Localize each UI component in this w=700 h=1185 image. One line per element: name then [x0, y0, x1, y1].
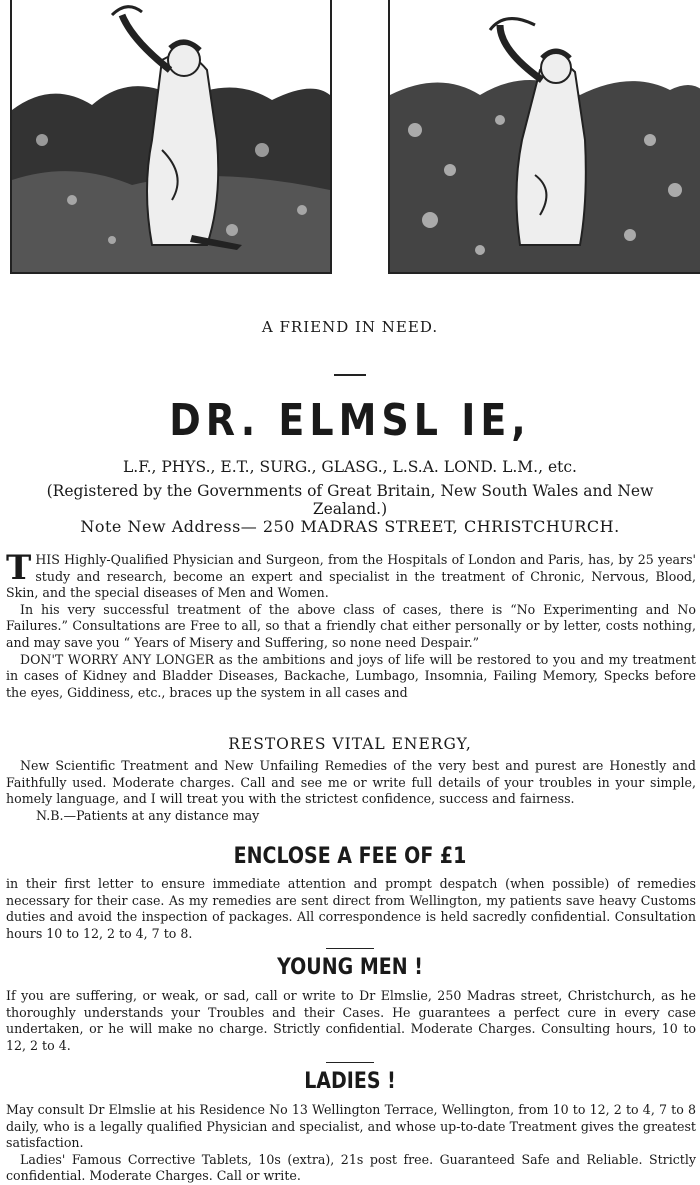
dont-worry-paragraph: DON'T WORRY ANY LONGER as the ambitions and joys of life will be restored to you and my treatment in cases of Kidney and Bladder Diseases, Backache, Lumbago, Insomnia, Failing Memory, Specks before the eyes, Giddiness, etc., braces up the system in all cases and: [6, 651, 696, 700]
divider-rule: [326, 1062, 374, 1063]
divider-rule: [334, 374, 366, 376]
nb-line: N.B.—Patients at any distance may: [36, 807, 260, 823]
subtitle: A FRIEND IN NEED.: [261, 318, 439, 336]
registration-note: (Registered by the Governments of Great Britain, New South Wales and New Zealand.): [46, 482, 654, 518]
restores-heading: RESTORES VITAL ENERGY,: [228, 735, 472, 753]
divider-rule: [326, 948, 374, 949]
engraving-illustration-left: [12, 0, 330, 272]
illustration-right: [388, 0, 700, 274]
address: Note New Address— 250 MADRAS STREET, CHRISTCHURCH.: [80, 517, 620, 536]
doctor-name: DR. ELMSL IE,: [169, 394, 531, 446]
remedies-block: [6, 758, 696, 824]
intro-paragraph: [6, 548, 696, 602]
young-men-paragraph: If you are suffering, or weak, or sad, call or write to Dr Elmslie, 250 Madras street, Christchurch, as he thoroughly understands your Troubles and their Cases. He guarantees a perfect cure in every case undertaken, or he will make no charge. Strictly confidential. Moderate Charges. Consulting hours, 10 to 12, 2 to 4.: [6, 988, 696, 1053]
illustration-left: [10, 0, 332, 274]
remedies-paragraph: New Scientific Treatment and New Unfailing Remedies of the very best and purest are Honestly and Faithfully used. Moderate charges. Call and see me or write full details of your troubles in your simple, homely language, and I will treat you with the strictest confidence, success and fairness.: [6, 758, 696, 807]
ladies-paragraph: May consult Dr Elmslie at his Residence No 13 Wellington Terrace, Wellington, from 10 to 12, 2 to 4, 7 to 8 daily, who is a legally qualified Physician and specialist, and whose up-to-date Treatment gives the greatest satisfaction.: [6, 1102, 696, 1151]
intro-block: [6, 548, 696, 701]
ladies-block: [6, 1102, 696, 1185]
drop-cap: T: [6, 548, 32, 588]
qualifications: L.F., PHYS., E.T., SURG., GLASG., L.S.A. LOND. L.M., etc.: [123, 458, 577, 476]
young-men-heading: YOUNG MEN !: [277, 954, 423, 980]
young-men-block: [6, 988, 696, 1054]
enclose-block: [6, 876, 696, 942]
experience-paragraph: In his very successful treatment of the above class of cases, there is “No Experimenting and No Failures.” Consultations are Free to all, so that a friendly chat either personally or by letter, costs nothing, and may save you “ Years of Misery and Suffering, so none need Despair.”: [6, 601, 696, 650]
ladies-heading: LADIES !: [304, 1068, 396, 1094]
enclose-heading: ENCLOSE A FEE OF £1: [233, 843, 467, 869]
intro-text: HIS Highly-Qualified Physician and Surgeon, from the Hospitals of London and Paris, has, by 25 years' study and research, become an expert and specialist in the treatment of Chronic, Nervous, Blood, Skin, and the special diseases of Men and Women.: [6, 552, 696, 601]
enclose-paragraph: in their first letter to ensure immediate attention and prompt despatch (when possible) of remedies necessary for their case. As my remedies are sent direct from Wellington, my patients save heavy Customs duties and avoid the inspection of packages. All correspondence is held sacredly confidential. Consultation hours 10 to 12, 2 to 4, 7 to 8.: [6, 876, 696, 941]
tablets-paragraph: Ladies' Famous Corrective Tablets, 10s (extra), 21s post free. Guaranteed Safe and Reliable. Strictly confidential. Moderate Charges. Call or write.: [6, 1151, 696, 1184]
engraving-illustration-right: [390, 0, 700, 272]
